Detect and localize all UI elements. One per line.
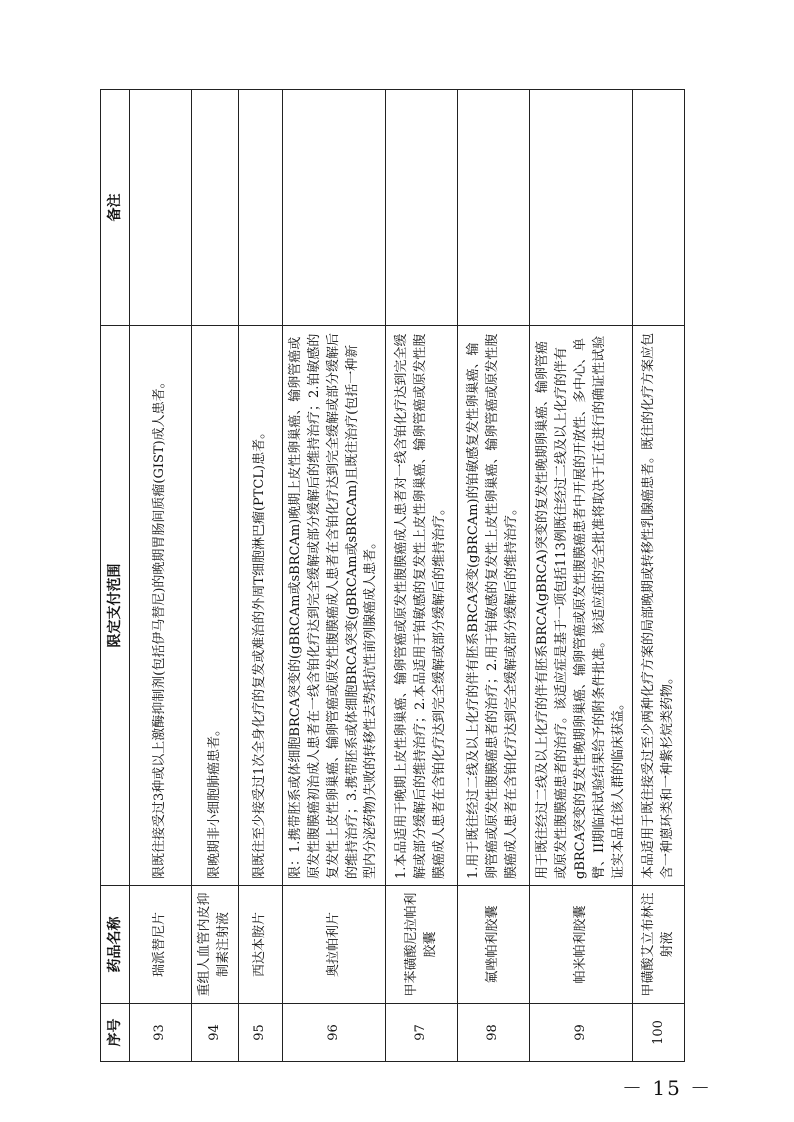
reimbursement-table [100, 89, 685, 1062]
row-remarks [238, 90, 282, 326]
row-drug-name: 瑞派替尼片 [130, 886, 192, 1004]
table-row [130, 90, 192, 1062]
row-drug-name: 奥拉帕利片 [282, 886, 385, 1004]
row-drug-name: 甲磺酸艾立布林注射液 [633, 886, 685, 1004]
row-drug-name: 帕米帕利胶囊 [530, 886, 633, 1004]
row-remarks [130, 90, 192, 326]
row-serial-number: 94 [192, 1004, 239, 1062]
row-serial-number: 100 [633, 1004, 685, 1062]
table-row [633, 90, 685, 1062]
row-payment-scope: 限：1.携带胚系或体细胞BRCA突变的(gBRCAm或sBRCAm)晚期上皮性卵巢癌、输卵管癌或原发性腹膜癌初治成人患者在一线含铂化疗达到完全缓解或部分缓解后的维持治疗；2.铂敏感的复发性上皮性卵巢癌、输卵管癌或原发性腹膜癌成人患者在含铂化疗达到完全缓解或部分缓解后的维持治疗；3.携带胚系或体细胞BRCA突变(gBRCAm或sBRCAm)且既往治疗(包括一种新型内分泌药物)失败的转移性去势抵抗性前列腺癌成人患者。 [282, 326, 385, 886]
row-serial-number: 93 [130, 1004, 192, 1062]
row-payment-scope: 1.本品适用于晚期上皮性卵巢癌、输卵管癌或原发性腹膜癌成人患者对一线含铂化疗达到完全缓解或部分缓解后的维持治疗；2.本品适用于铂敏感的复发性上皮性卵巢癌、输卵管癌或原发性腹膜癌成人患者在含铂化疗达到完全缓解或部分缓解后的维持治疗。 [386, 326, 458, 886]
row-serial-number: 98 [458, 1004, 530, 1062]
header-serial-number: 序号 [101, 1004, 130, 1062]
row-drug-name: 西达本胺片 [238, 886, 282, 1004]
header-payment-scope: 限定支付范围 [101, 326, 130, 886]
header-row [101, 90, 130, 1062]
row-payment-scope: 限晚期非小细胞肺癌患者。 [192, 326, 239, 886]
row-payment-scope: 1.用于既往经过二线及以上化疗的伴有胚系BRCA突变(gBRCAm)的铂敏感复发性卵巢癌、输卵管癌或原发性腹膜癌患者的治疗；2.用于铂敏感的复发性上皮性卵巢癌、输卵管癌或原发性腹膜癌成人患者在含铂化疗达到完全缓解或部分缓解后的维持治疗。 [458, 326, 530, 886]
row-drug-name: 氟唑帕利胶囊 [458, 886, 530, 1004]
row-remarks [282, 90, 385, 326]
row-drug-name: 甲苯磺酸尼拉帕利胶囊 [386, 886, 458, 1004]
row-remarks [386, 90, 458, 326]
table-row [530, 90, 633, 1062]
row-remarks [192, 90, 239, 326]
table-row [386, 90, 458, 1062]
row-remarks [530, 90, 633, 326]
row-serial-number: 99 [530, 1004, 633, 1062]
table-row [238, 90, 282, 1062]
table-row [192, 90, 239, 1062]
row-remarks [458, 90, 530, 326]
row-remarks [633, 90, 685, 326]
row-payment-scope: 用于既往经过二线及以上化疗的伴有胚系BRCA(gBRCA)突变的复发性晚期卵巢癌、输卵管癌或原发性腹膜癌患者的治疗。该适应症是基于一项包括113例既往经过二线及以上化疗的伴有gBRCA突变的复发性晚期卵巢癌、输卵管癌或原发性腹膜癌患者中开展的开放性、多中心、单臂、II期临床试验结果给予的附条件批准。该适应症的完全批准将取决于正在进行的确证性试验证实本品在该人群的临床获益。 [530, 326, 633, 886]
header-drug-name: 药品名称 [101, 886, 130, 1004]
table-row [458, 90, 530, 1062]
page-number: － 15 － [622, 1076, 713, 1100]
header-remarks: 备注 [101, 90, 130, 326]
row-payment-scope: 限既往接受过3种或以上激酶抑制剂(包括伊马替尼)的晚期胃肠间质瘤(GIST)成人患者。 [130, 326, 192, 886]
row-payment-scope: 限既往至少接受过1次全身化疗的复发或难治的外周T细胞淋巴瘤(PTCL)患者。 [238, 326, 282, 886]
row-serial-number: 96 [282, 1004, 385, 1062]
row-serial-number: 95 [238, 1004, 282, 1062]
row-drug-name: 重组人血管内皮抑制素注射液 [192, 886, 239, 1004]
row-serial-number: 97 [386, 1004, 458, 1062]
table-row [282, 90, 385, 1062]
row-payment-scope: 本品适用于既往接受过至少两种化疗方案的局部晚期或转移性乳腺癌患者。既往的化疗方案应包含一种蒽环类和一种紫杉烷类药物。 [633, 326, 685, 886]
